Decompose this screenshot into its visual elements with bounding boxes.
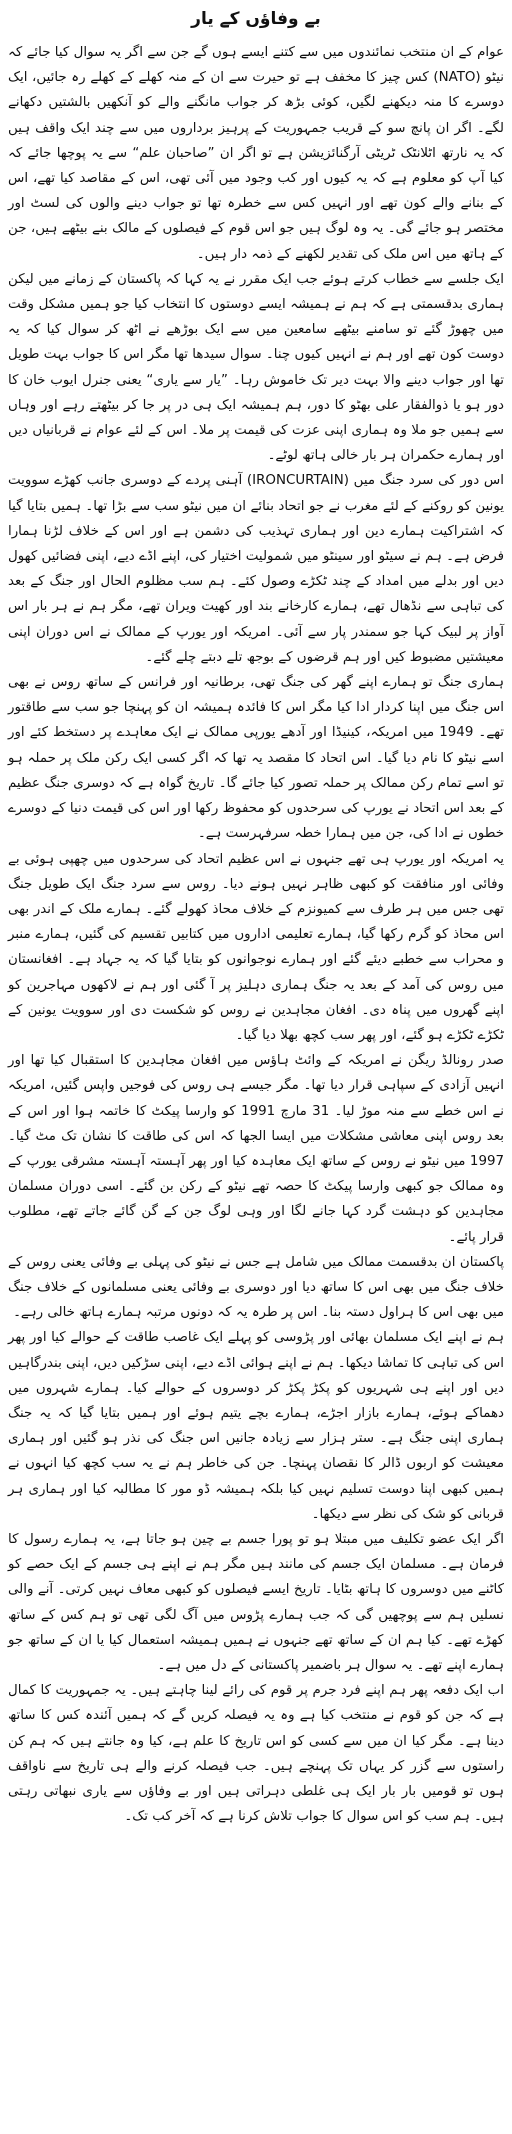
article-paragraph: پاکستان ان بدقسمت ممالک میں شامل ہے جس نے نیٹو کی پہلی بے وفائی یعنی روس کے خلاف جنگ میں بھی اس کا ساتھ دیا اور دوسری بے وفائی یعنی مسلمانوں کے خلاف جنگ میں بھی اس کا ہراول دستہ بنا۔ اس پر طرہ یہ کہ دونوں مرتبہ ہمارے ہاتھ خالی رہے۔ xyxy=(8,1254,504,1321)
article-paragraph: صدر رونالڈ ریگن نے امریکہ کے وائٹ ہاؤس میں افغان مجاہدین کا استقبال کیا تھا اور انہیں آزادی کے سپاہی قرار دیا تھا۔ مگر جیسے ہی روس کی فوجیں واپس گئیں، امریکہ نے اس خطے سے منہ موڑ لیا۔ 31 مارچ 1991 کو وارسا پیکٹ کا خاتمہ ہوا اور اس کے بعد روس اپنی معاشی مشکلات میں ایسا الجھا کہ اس کی طاقت کا نشان تک مٹ گیا۔ 1997 میں نیٹو نے روس کے ساتھ ایک معاہدہ کیا اور پھر آہستہ آہستہ مشرقی یورپ کے وہ ممالک جو کبھی وارسا پیکٹ کا حصہ تھے نیٹو کے رکن بن گئے۔ اسی دوران مسلمان مجاہدین کو دہشت گرد کہا جانے لگا اور وہی لوگ جن کے گن گائے جاتے تھے، مطلوب قرار پائے۔ xyxy=(8,1053,504,1245)
article-paragraph: ہم نے اپنے ایک مسلمان بھائی اور پڑوسی کو پہلے ایک غاصب طاقت کے حوالے کیا اور پھر اس کی تباہی کا تماشا دیکھا۔ ہم نے اپنے ہوائی اڈے دیے، اپنی سڑکیں دیں، اپنی بندرگاہیں دیں اور اپنے ہی شہریوں کو پکڑ پکڑ کر دوسروں کے حوالے کیا۔ ہمارے شہروں میں دھماکے ہوئے، ہمارے بازار اجڑے، ہمارے بچے یتیم ہوئے اور ہمیں بتایا گیا کہ یہ جنگ ہماری اپنی جنگ ہے۔ ستر ہزار سے زیادہ جانیں اس جنگ کی نذر ہو گئیں اور ہماری معیشت کو اربوں ڈالر کا نقصان پہنچا۔ جن کی خاطر ہم نے یہ سب کچھ کیا انہوں نے ہمیں کبھی اپنا دوست تسلیم نہیں کیا بلکہ ہمیشہ ڈو مور کا مطالبہ کیا اور ہماری ہر قربانی کو شک کی نظر سے دیکھا۔ xyxy=(8,1330,504,1522)
article-title: بے وفاؤں کے یار xyxy=(191,9,321,29)
article-paragraph: ایک جلسے سے خطاب کرتے ہوئے جب ایک مقرر نے یہ کہا کہ پاکستان کے زمانے میں لیکن ہماری بدقسمتی ہے کہ ہم نے ہمیشہ ایسے دوستوں کا انتخاب کیا جو ہمیں مشکل وقت میں چھوڑ گئے تو سامنے بیٹھے سامعین میں سے ایک بوڑھے نے اٹھ کر سوال کیا کہ یہ دوست کون تھے اور ہم نے انہیں کیوں چنا۔ سوال سیدھا تھا مگر اس کا جواب بہت طویل تھا اور جواب دینے والا بہت دیر تک خاموش رہا۔ ”یار سے یاری“ یعنی جنرل ایوب خان کا دور ہو یا ذوالفقار علی بھٹو کا دور، ہم ہمیشہ ایک ہی در پر جا کر بیٹھتے رہے اور وہاں سے ہمیں جو ملا وہ ہماری اپنی عزت کی قیمت پر ملا۔ اس کے لئے عوام نے قربانیاں دیں اور ہمارے حکمران ہر بار خالی ہاتھ لوٹے۔ xyxy=(8,271,504,464)
article-paragraph: عوام کے ان منتخب نمائندوں میں سے کتنے ایسے ہوں گے جن سے اگر یہ سوال کیا جائے کہ نیٹو (NATO) کس چیز کا مخفف ہے تو حیرت سے ان کے منہ کھلے کے کھلے رہ جائیں، ایک دوسرے کا منہ دیکھنے لگیں، کوئی بڑھ کر جواب مانگنے والے کو آنکھیں بالشتیں دکھانے لگے۔ اگر ان پانچ سو کے قریب جمہوریت کے پرہیز برداروں میں سے چند ایک واقف ہیں کہ یہ نارتھ اٹلانٹک ٹریٹی آرگنائزیشن ہے تو اگر ان ”صاحبان علم“ سے یہ پوچھا جائے کہ کیا آپ کو معلوم ہے کہ یہ کیوں اور کب وجود میں آئی تھی، اس کے مقاصد کیا تھے، اس کے بنانے والے کون تھے اور انہیں کس سے خطرہ تھا تو جواب دینے والوں کی لسٹ اور مختصر ہو جائے گی۔ یہ وہ لوگ ہیں جو اس قوم کے فیصلوں کے مالک بنے بیٹھے ہیں، جن کے ہاتھ میں اس ملک کی تقدیر لکھنے کے ذمہ دار ہیں۔ xyxy=(8,45,504,262)
article-paragraph: یہ امریکہ اور یورپ ہی تھے جنہوں نے اس عظیم اتحاد کی سرحدوں میں چھپی ہوئی بے وفائی اور منافقت کو کبھی ظاہر نہیں ہونے دیا۔ روس سے سرد جنگ ایک طویل جنگ تھی جس میں ہر طرف سے کمیونزم کے خلاف محاذ کھولے گئے۔ ہمارے ملک کے اندر بھی اس محاذ کو گرم رکھا گیا، ہمارے تعلیمی اداروں میں کتابیں تقسیم کی گئیں، ہمارے منبر و محراب سے خطبے دیئے گئے اور ہمارے نوجوانوں کو بتایا گیا کہ یہ جہاد ہے۔ افغانستان میں روس کی آمد کے بعد یہ جنگ ہماری دہلیز پر آ گئی اور ہم نے لاکھوں مہاجرین کو اپنے گھروں میں پناہ دی۔ افغان مجاہدین نے روس کو شکست دی اور سوویت یونین کے ٹکڑے ٹکڑے ہو گئے، اور پھر سب کچھ بھلا دیا گیا۔ xyxy=(8,851,504,1043)
article-paragraph: اس دور کی سرد جنگ میں (IRONCURTAIN) آہنی پردے کے دوسری جانب کھڑے سوویت یونین کو روکنے کے لئے مغرب نے جو اتحاد بنائے ان میں نیٹو سب سے بڑا تھا۔ ہمیں بتایا گیا کہ اشتراکیت ہمارے دین اور ہماری تہذیب کی دشمن ہے اور اس کے خلاف لڑنا ہمارا فرض ہے۔ ہم نے سیٹو اور سینٹو میں شمولیت اختیار کی، اپنے اڈے دیے، اپنی فضائیں کھول دیں اور بدلے میں امداد کے چند ٹکڑے وصول کئے۔ ہم سب مظلوم الحال اور جنگ کے بعد کی تباہی سے نڈھال تھے، ہمارے کارخانے بند اور کھیت ویران تھے، مگر ہم نے ہر بار اس آواز پر لبیک کہا جو سمندر پار سے آئی۔ امریکہ اور یورپ کے ممالک نے اس دوران اپنی معیشتیں مضبوط کیں اور ہم قرضوں کے بوجھ تلے دبتے چلے گئے۔ xyxy=(8,473,505,665)
article-paragraph: اگر ایک عضو تکلیف میں مبتلا ہو تو پورا جسم بے چین ہو جاتا ہے، یہ ہمارے رسول کا فرمان ہے۔ مسلمان ایک جسم کی مانند ہیں مگر ہم نے اپنے ہی جسم کے ایک حصے کو کاٹنے میں دوسروں کا ہاتھ بٹایا۔ تاریخ ایسے فیصلوں کو کبھی معاف نہیں کرتی۔ آنے والی نسلیں ہم سے پوچھیں گی کہ جب ہمارے پڑوس میں آگ لگی تھی تو ہم کس کے ساتھ کھڑے تھے۔ کیا ہم ان کے ساتھ تھے جنہوں نے ہمیں ہمیشہ استعمال کیا یا ان کے ساتھ جو ہمارے اپنے تھے۔ یہ سوال ہر باضمیر پاکستانی کے دل میں ہے۔ xyxy=(8,1531,504,1673)
article-body xyxy=(8,40,504,2134)
article-paragraph: اب ایک دفعہ پھر ہم اپنے فرد جرم پر قوم کی رائے لینا چاہتے ہیں۔ یہ جمہوریت کا کمال ہے کہ جن کو قوم نے منتخب کیا ہے وہ یہ فیصلہ کریں گے کہ ہمیں آئندہ کس کا ساتھ دینا ہے۔ مگر کیا ان میں سے کسی کو اس تاریخ کا علم ہے، کیا وہ جانتے ہیں کہ ہم کن راستوں سے گزر کر یہاں تک پہنچے ہیں۔ جب فیصلہ کرنے والے ہی تاریخ سے ناواقف ہوں تو قومیں بار بار ایک ہی غلطی دہراتی ہیں اور بے وفاؤں سے یاری نبھاتی رہتی ہیں۔ ہم سب کو اس سوال کا جواب تلاش کرنا ہے کہ آخر کب تک۔ xyxy=(8,1683,504,1825)
article-paragraph: ہماری جنگ تو ہمارے اپنے گھر کی جنگ تھی، برطانیہ اور فرانس کے ساتھ روس نے بھی اس جنگ میں اپنا کردار ادا کیا مگر اس کا فائدہ ہمیشہ ان کو پہنچا جو سب سے طاقتور تھے۔ 1949 میں امریکہ، کینیڈا اور آدھے یورپی ممالک نے ایک معاہدے پر دستخط کئے اور اسے نیٹو کا نام دیا گیا۔ اس اتحاد کا مقصد یہ تھا کہ اگر کسی ایک رکن ملک پر حملہ ہو تو اسے تمام رکن ممالک پر حملہ تصور کیا جائے گا۔ تاریخ گواہ ہے کہ دوسری جنگ عظیم کے بعد اس اتحاد نے یورپ کی سرحدوں کو محفوظ رکھا اور اس کی قیمت دنیا کے دوسرے خطوں نے ادا کی، جن میں ہمارا خطہ سرفہرست ہے۔ xyxy=(8,675,504,842)
